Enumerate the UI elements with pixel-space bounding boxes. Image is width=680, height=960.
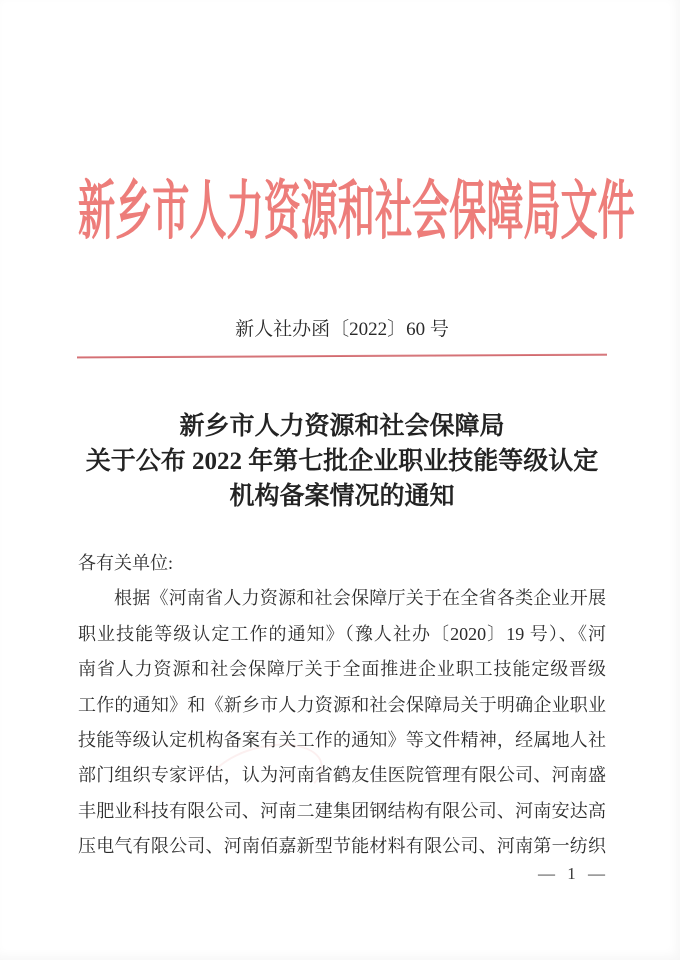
- red-letterhead-banner: [78, 174, 635, 254]
- document-title-line: 机构备案情况的通知: [229, 483, 455, 510]
- document-number: 新人社办函〔2022〕60 号: [235, 319, 449, 340]
- salutation: 各有关单位:: [78, 553, 174, 573]
- document-title-line: 关于公布 2022 年第七批企业职业技能等级认定: [85, 448, 599, 475]
- document-title-line: 新乡市人力资源和社会保障局: [179, 413, 505, 440]
- paragraph-line: 部门组织专家评估，认为河南省鹤友佳医院管理有限公司、河南盛: [78, 765, 606, 786]
- letterhead-title: 新乡市人力资源和社会保障局文件: [78, 176, 635, 247]
- paragraph-line: 丰肥业科技有限公司、河南二建集团钢结构有限公司、河南安达高: [78, 800, 606, 821]
- document-title: [78, 409, 606, 514]
- paragraph-line: 工作的通知》和《新乡市人力资源和社会保障局关于明确企业职业: [78, 694, 606, 715]
- paragraph-line: 压电气有限公司、河南佰嘉新型节能材料有限公司、河南第一纺织: [78, 836, 606, 857]
- paragraph-line: 南省人力资源和社会保障厅关于全面推进企业职工技能定级晋级: [78, 659, 606, 680]
- paragraph-line: 技能等级认定机构备案有关工作的通知》等文件精神，经属地人社: [78, 730, 606, 751]
- paragraph-line: 根据《河南省人力资源和社会保障厅关于在全省各类企业开展: [114, 588, 606, 609]
- document-body: [78, 546, 606, 865]
- paragraph-line: 职业技能等级认定工作的通知》（豫人社办〔2020〕19 号）、《河: [78, 623, 606, 644]
- red-divider-rule: [77, 354, 607, 359]
- page-number: — 1 —: [538, 864, 606, 883]
